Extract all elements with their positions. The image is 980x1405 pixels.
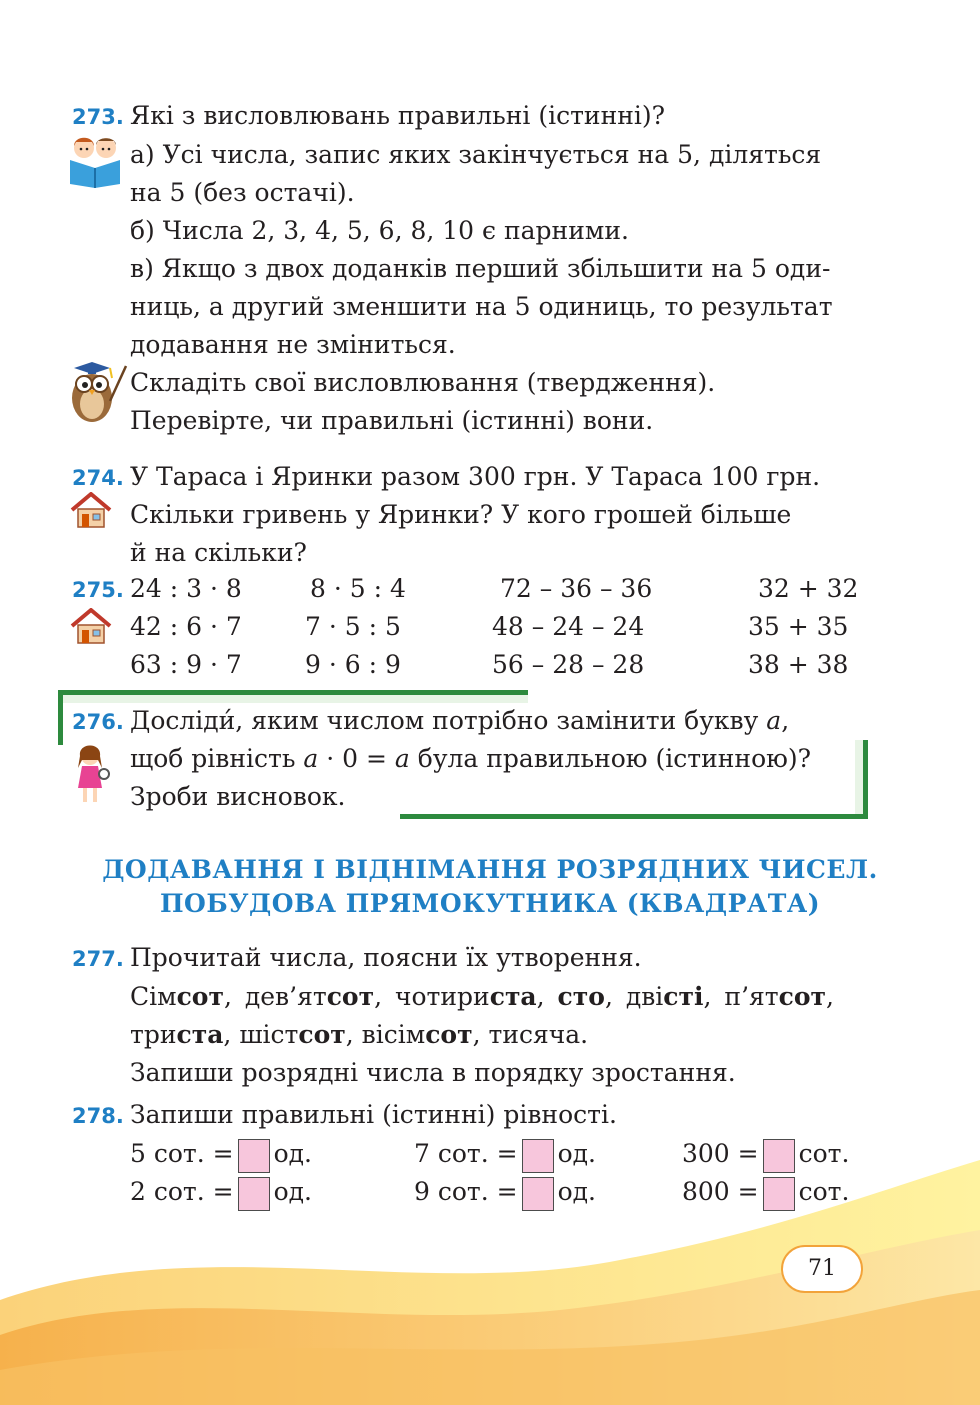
exercise-number: 273. [72, 105, 124, 129]
text: · 0 = [318, 744, 395, 773]
text: , [781, 706, 790, 735]
equation [130, 1137, 312, 1173]
text: щоб рівність [130, 744, 304, 773]
expression: 32 + 32 [758, 574, 859, 603]
text: Досліди́, яким числом потрібно замінити букву [130, 706, 767, 735]
equation [414, 1137, 596, 1173]
bold-part: ста [489, 982, 537, 1011]
variable: a [303, 744, 319, 773]
expression: 35 + 35 [748, 612, 849, 641]
equation-left: 300 = [682, 1139, 759, 1168]
bold-part: сот [298, 1020, 346, 1049]
exercise-278-title: Запиши правильні (істинні) рівності. [130, 1100, 617, 1129]
bold-part: сот [425, 1020, 473, 1049]
owl-teacher-icon [62, 356, 128, 424]
exercise-number: 278. [72, 1104, 124, 1128]
answer-box[interactable] [522, 1139, 554, 1173]
exercise-276-line1 [130, 706, 789, 736]
bold-part: сот [778, 982, 827, 1011]
text: , дев’ят [223, 982, 327, 1011]
text: , чотири [374, 982, 490, 1011]
exercise-number: 274. [72, 466, 124, 490]
equation-left: 7 сот. = [414, 1139, 518, 1168]
exercise-273-item-c-line2: ниць, а другий зменшити на 5 одиниць, то результат [130, 292, 833, 321]
answer-box[interactable] [238, 1139, 270, 1173]
variable: a [394, 744, 410, 773]
exercise-274-line3: й на скільки? [130, 538, 307, 567]
text: , [536, 982, 558, 1011]
text: три [130, 1020, 177, 1049]
exercise-273-title: Які з висловлювань правильні (істинні)? [130, 101, 666, 130]
equation-left: 2 сот. = [130, 1177, 234, 1206]
answer-box[interactable] [522, 1177, 554, 1211]
variable: a [766, 706, 782, 735]
reading-children-icon [66, 132, 124, 188]
equation [682, 1137, 849, 1173]
expression: 9 · 6 : 9 [305, 650, 401, 679]
exercise-273-item-b: б) Числа 2, 3, 4, 5, 6, 8, 10 є парними. [130, 216, 629, 245]
equation-unit: сот. [798, 1177, 850, 1206]
bold-part: сот [326, 982, 375, 1011]
exercise-number: 276. [72, 710, 124, 734]
bold-part: ста [176, 1020, 224, 1049]
exercise-276-line2 [130, 744, 811, 774]
text: , [826, 982, 834, 1011]
exercise-273-task-line1: Складіть свої висловлювання (твердження). [130, 368, 716, 397]
answer-box[interactable] [763, 1139, 795, 1173]
section-heading-line2: ПОБУДОВА ПРЯМОКУТНИКА (КВАДРАТА) [159, 889, 821, 918]
answer-box[interactable] [238, 1177, 270, 1211]
answer-box[interactable] [763, 1177, 795, 1211]
home-icon [70, 608, 112, 644]
expression: 8 · 5 : 4 [310, 574, 406, 603]
exercise-277-numbers-line1 [130, 982, 834, 1012]
expression: 63 : 9 · 7 [130, 650, 242, 679]
exercise-277-numbers-line2 [130, 1020, 588, 1050]
exercise-273-item-a-line2: на 5 (без остачі). [130, 178, 355, 207]
girl-with-magnifier-icon [72, 742, 112, 808]
exercise-277-line1: Прочитай числа, поясни їх утворення. [130, 943, 642, 972]
exercise-276-line3: Зроби висновок. [130, 782, 346, 811]
exercise-number: 277. [72, 947, 124, 971]
expression: 56 – 28 – 28 [492, 650, 645, 679]
text: Сім [130, 982, 177, 1011]
exercise-274-line1: У Тараса і Яринки разом 300 грн. У Тараса 100 грн. [130, 462, 821, 491]
home-icon [70, 492, 112, 528]
expression: 38 + 38 [748, 650, 849, 679]
exercise-274-line2: Скільки гривень у Яринки? У кого грошей більше [130, 500, 792, 529]
equation-unit: од. [273, 1177, 312, 1206]
equation-left: 9 сот. = [414, 1177, 518, 1206]
text: , дві [604, 982, 664, 1011]
expression: 72 – 36 – 36 [500, 574, 653, 603]
section-heading-line1: ДОДАВАННЯ І ВІДНІМАННЯ РОЗРЯДНИХ ЧИСЕЛ. [102, 855, 878, 884]
text: , тисяча. [472, 1020, 589, 1049]
bold-part: сот [176, 982, 224, 1011]
page-number: 71 [781, 1245, 863, 1293]
expression: 48 – 24 – 24 [492, 612, 645, 641]
expression: 7 · 5 : 5 [305, 612, 401, 641]
exercise-277-line4: Запиши розрядні числа в порядку зростання. [130, 1058, 736, 1087]
equation [130, 1175, 312, 1211]
exercise-273-task-line2: Перевірте, чи правильні (істинні) вони. [130, 406, 654, 435]
equation-unit: од. [557, 1139, 596, 1168]
text: , п’ят [703, 982, 779, 1011]
equation [682, 1175, 849, 1211]
exercise-273-item-a-line1: а) Усі числа, запис яких закінчується на 5, діляться [130, 140, 822, 169]
equation [414, 1175, 596, 1211]
equation-left: 5 сот. = [130, 1139, 234, 1168]
expression: 24 : 3 · 8 [130, 574, 242, 603]
exercise-273-item-c-line3: додавання не зміниться. [130, 330, 456, 359]
bold-part: сто [557, 982, 605, 1011]
text: , шіст [223, 1020, 299, 1049]
text: , вісім [345, 1020, 426, 1049]
text: була правильною (істинною)? [409, 744, 812, 773]
expression: 42 : 6 · 7 [130, 612, 242, 641]
equation-unit: од. [273, 1139, 312, 1168]
exercise-273-item-c-line1: в) Якщо з двох доданків перший збільшити на 5 оди- [130, 254, 831, 283]
equation-left: 800 = [682, 1177, 759, 1206]
bold-part: сті [663, 982, 704, 1011]
equation-unit: сот. [798, 1139, 850, 1168]
equation-unit: од. [557, 1177, 596, 1206]
exercise-number: 275. [72, 578, 124, 602]
